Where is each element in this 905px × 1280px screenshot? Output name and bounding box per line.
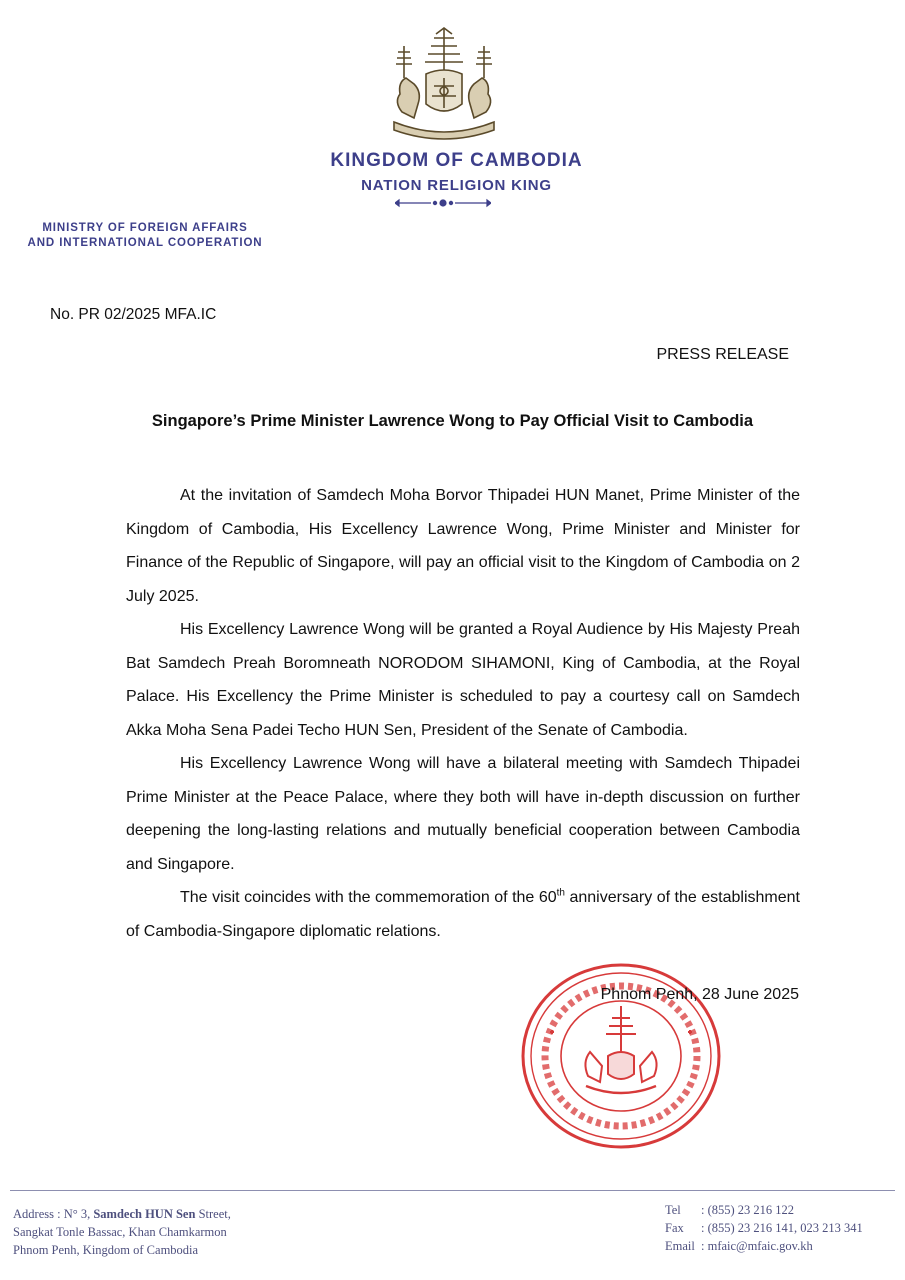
country-name-text: KINGDOM OF CAMBODIA [330,150,583,171]
footer-address [13,1205,231,1259]
ministry-name-line2-text: AND INTERNATIONAL COOPERATION [27,237,263,249]
fax-row [665,1219,863,1237]
fax-value: : (855) 23 216 141, 023 213 341 [701,1221,863,1235]
royal-coat-of-arms-icon [384,26,504,144]
address-street-name: Samdech HUN Sen [93,1207,196,1221]
address-line-3: Phnom Penh, Kingdom of Cambodia [13,1243,199,1257]
ministry-name-line1-text: MINISTRY OF FOREIGN AFFAIRS [42,222,248,234]
paragraph-2: His Excellency Lawrence Wong will be granted a Royal Audience by His Majesty Preah Bat Samdech Preah Boromneath NORODOM SIHAMONI, King of Cambodia, at the Royal Palace. His Excellency the Prime Minister is scheduled to pay a courtesy call on Samdech Akka Moha Sena Padei Techo HUN Sen, President of the Senate of Cambodia. [126,621,800,739]
tel-row [665,1201,863,1219]
address-prefix: Address : N° 3, [13,1207,94,1221]
national-motto [0,177,905,194]
address-line-1 [13,1205,231,1223]
place-and-date: Phnom Penh, 28 June 2025 [600,986,799,1003]
tel-value: : (855) 23 216 122 [701,1203,795,1217]
headline: Singapore’s Prime Minister Lawrence Wong to Pay Official Visit to Cambodia [151,412,754,430]
paragraph-3: His Excellency Lawrence Wong will have a bilateral meeting with Samdech Thipadei Prime Minister at the Peace Palace, where they both will have in-depth discussion on further deepening the long-lasting relations and mutually beneficial cooperation between Cambodia and Singapore. [126,755,800,873]
ordinal-suffix: th [556,887,565,899]
footer-divider [10,1190,895,1191]
press-release-body [126,479,800,948]
fax-label: Fax [665,1221,684,1235]
paragraph-4-end: anniversary of the establishment of Cambodia-Singapore diplomatic relations. [126,889,801,940]
paragraph-4-start: The visit coincides with the commemoration of the 60 [180,889,557,906]
footer-contacts [665,1201,863,1255]
ministry-name-line1 [10,222,280,234]
paragraph-1: At the invitation of Samdech Moha Borvor Thipadei HUN Manet, Prime Minister of the Kingdom of Cambodia, His Excellency Lawrence Wong, Prime Minister and Minister for Finance of the Republic of Singapore, will pay an official visit to the Kingdom of Cambodia on 2 July 2025. [126,487,800,605]
address-line-2: Sangkat Tonle Bassac, Khan Chamkarmon [13,1225,227,1239]
address-suffix: Street, [195,1207,231,1221]
tel-label: Tel [665,1203,681,1217]
email-row [665,1237,863,1255]
email-label: Email [665,1239,695,1253]
document-type: PRESS RELEASE [656,346,789,363]
national-motto-text: NATION RELIGION KING [361,177,552,194]
paragraph-4 [126,881,800,948]
decorative-divider-icon [395,197,491,209]
ministry-name-line2 [10,237,280,249]
reference-number: No. PR 02/2025 MFA.IC [50,306,217,323]
email-value[interactable]: : mfaic@mfaic.gov.kh [701,1239,813,1253]
country-name [0,150,905,172]
